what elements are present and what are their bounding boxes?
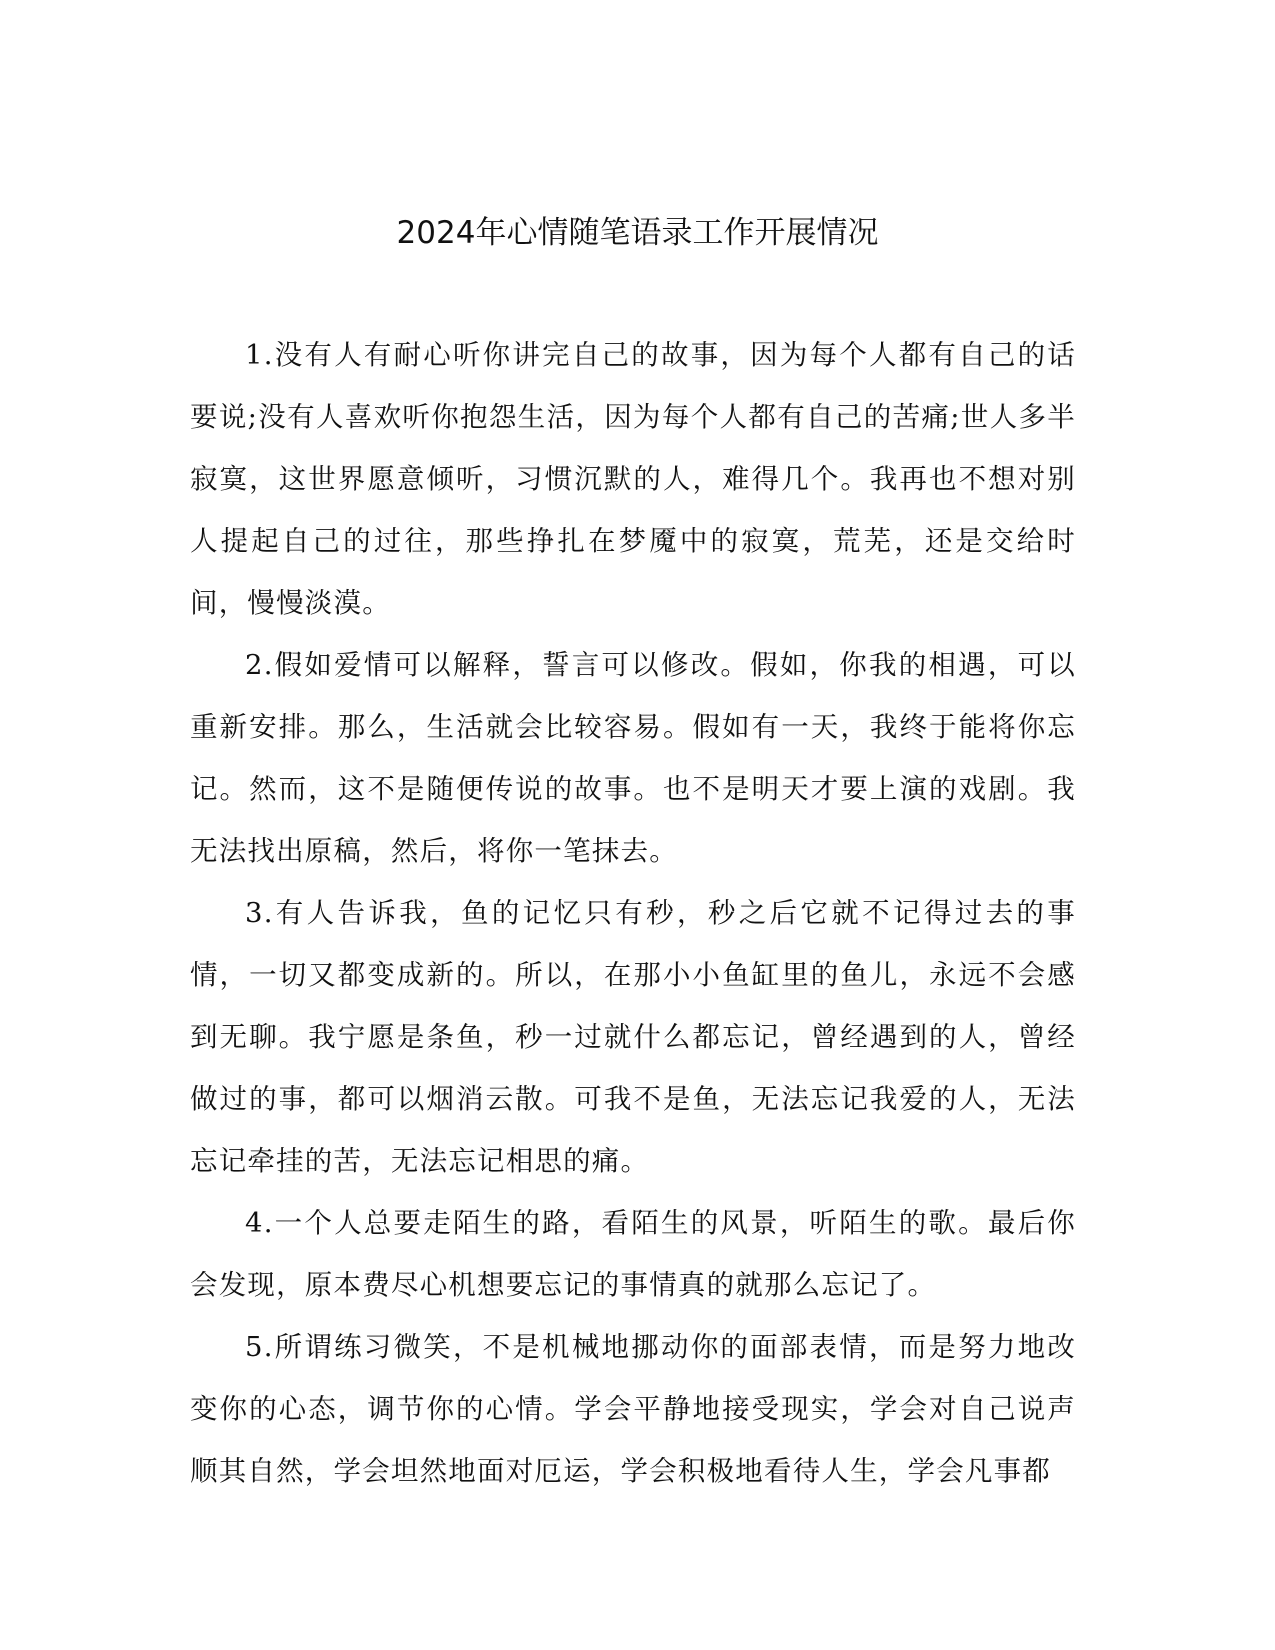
paragraph-2: 2.假如爱情可以解释，誓言可以修改。假如，你我的相遇，可以重新安排。那么，生活就会比较容易。假如有一天，我终于能将你忘记。然而，这不是随便传说的故事。也不是明天才要上演的戏剧。我无法找出原稿，然后，将你一笔抹去。 [190, 649, 1076, 867]
paragraph-4: 4.一个人总要走陌生的路，看陌生的风景，听陌生的歌。最后你会发现，原本费尽心机想要忘记的事情真的就那么忘记了。 [190, 1207, 1076, 1301]
document-title: 2024年心情随笔语录工作开展情况 [396, 215, 879, 251]
paragraph-1: 1.没有人有耐心听你讲完自己的故事，因为每个人都有自己的话要说;没有人喜欢听你抱怨生活，因为每个人都有自己的苦痛;世人多半寂寞，这世界愿意倾听，习惯沉默的人，难得几个。我再也不想对别人提起自己的过往，那些挣扎在梦魇中的寂寞，荒芜，还是交给时间，慢慢淡漠。 [190, 339, 1076, 619]
paragraph-3: 3.有人告诉我，鱼的记忆只有秒，秒之后它就不记得过去的事情，一切又都变成新的。所以，在那小小鱼缸里的鱼儿，永远不会感到无聊。我宁愿是条鱼，秒一过就什么都忘记，曾经遇到的人，曾经做过的事，都可以烟消云散。可我不是鱼，无法忘记我爱的人，无法忘记牵挂的苦，无法忘记相思的痛。 [190, 897, 1076, 1177]
document-body [190, 324, 1076, 1502]
paragraph-5: 5.所谓练习微笑，不是机械地挪动你的面部表情，而是努力地改变你的心态，调节你的心情。学会平静地接受现实，学会对自己说声顺其自然，学会坦然地面对厄运，学会积极地看待人生，学会凡事都 [190, 1331, 1076, 1487]
